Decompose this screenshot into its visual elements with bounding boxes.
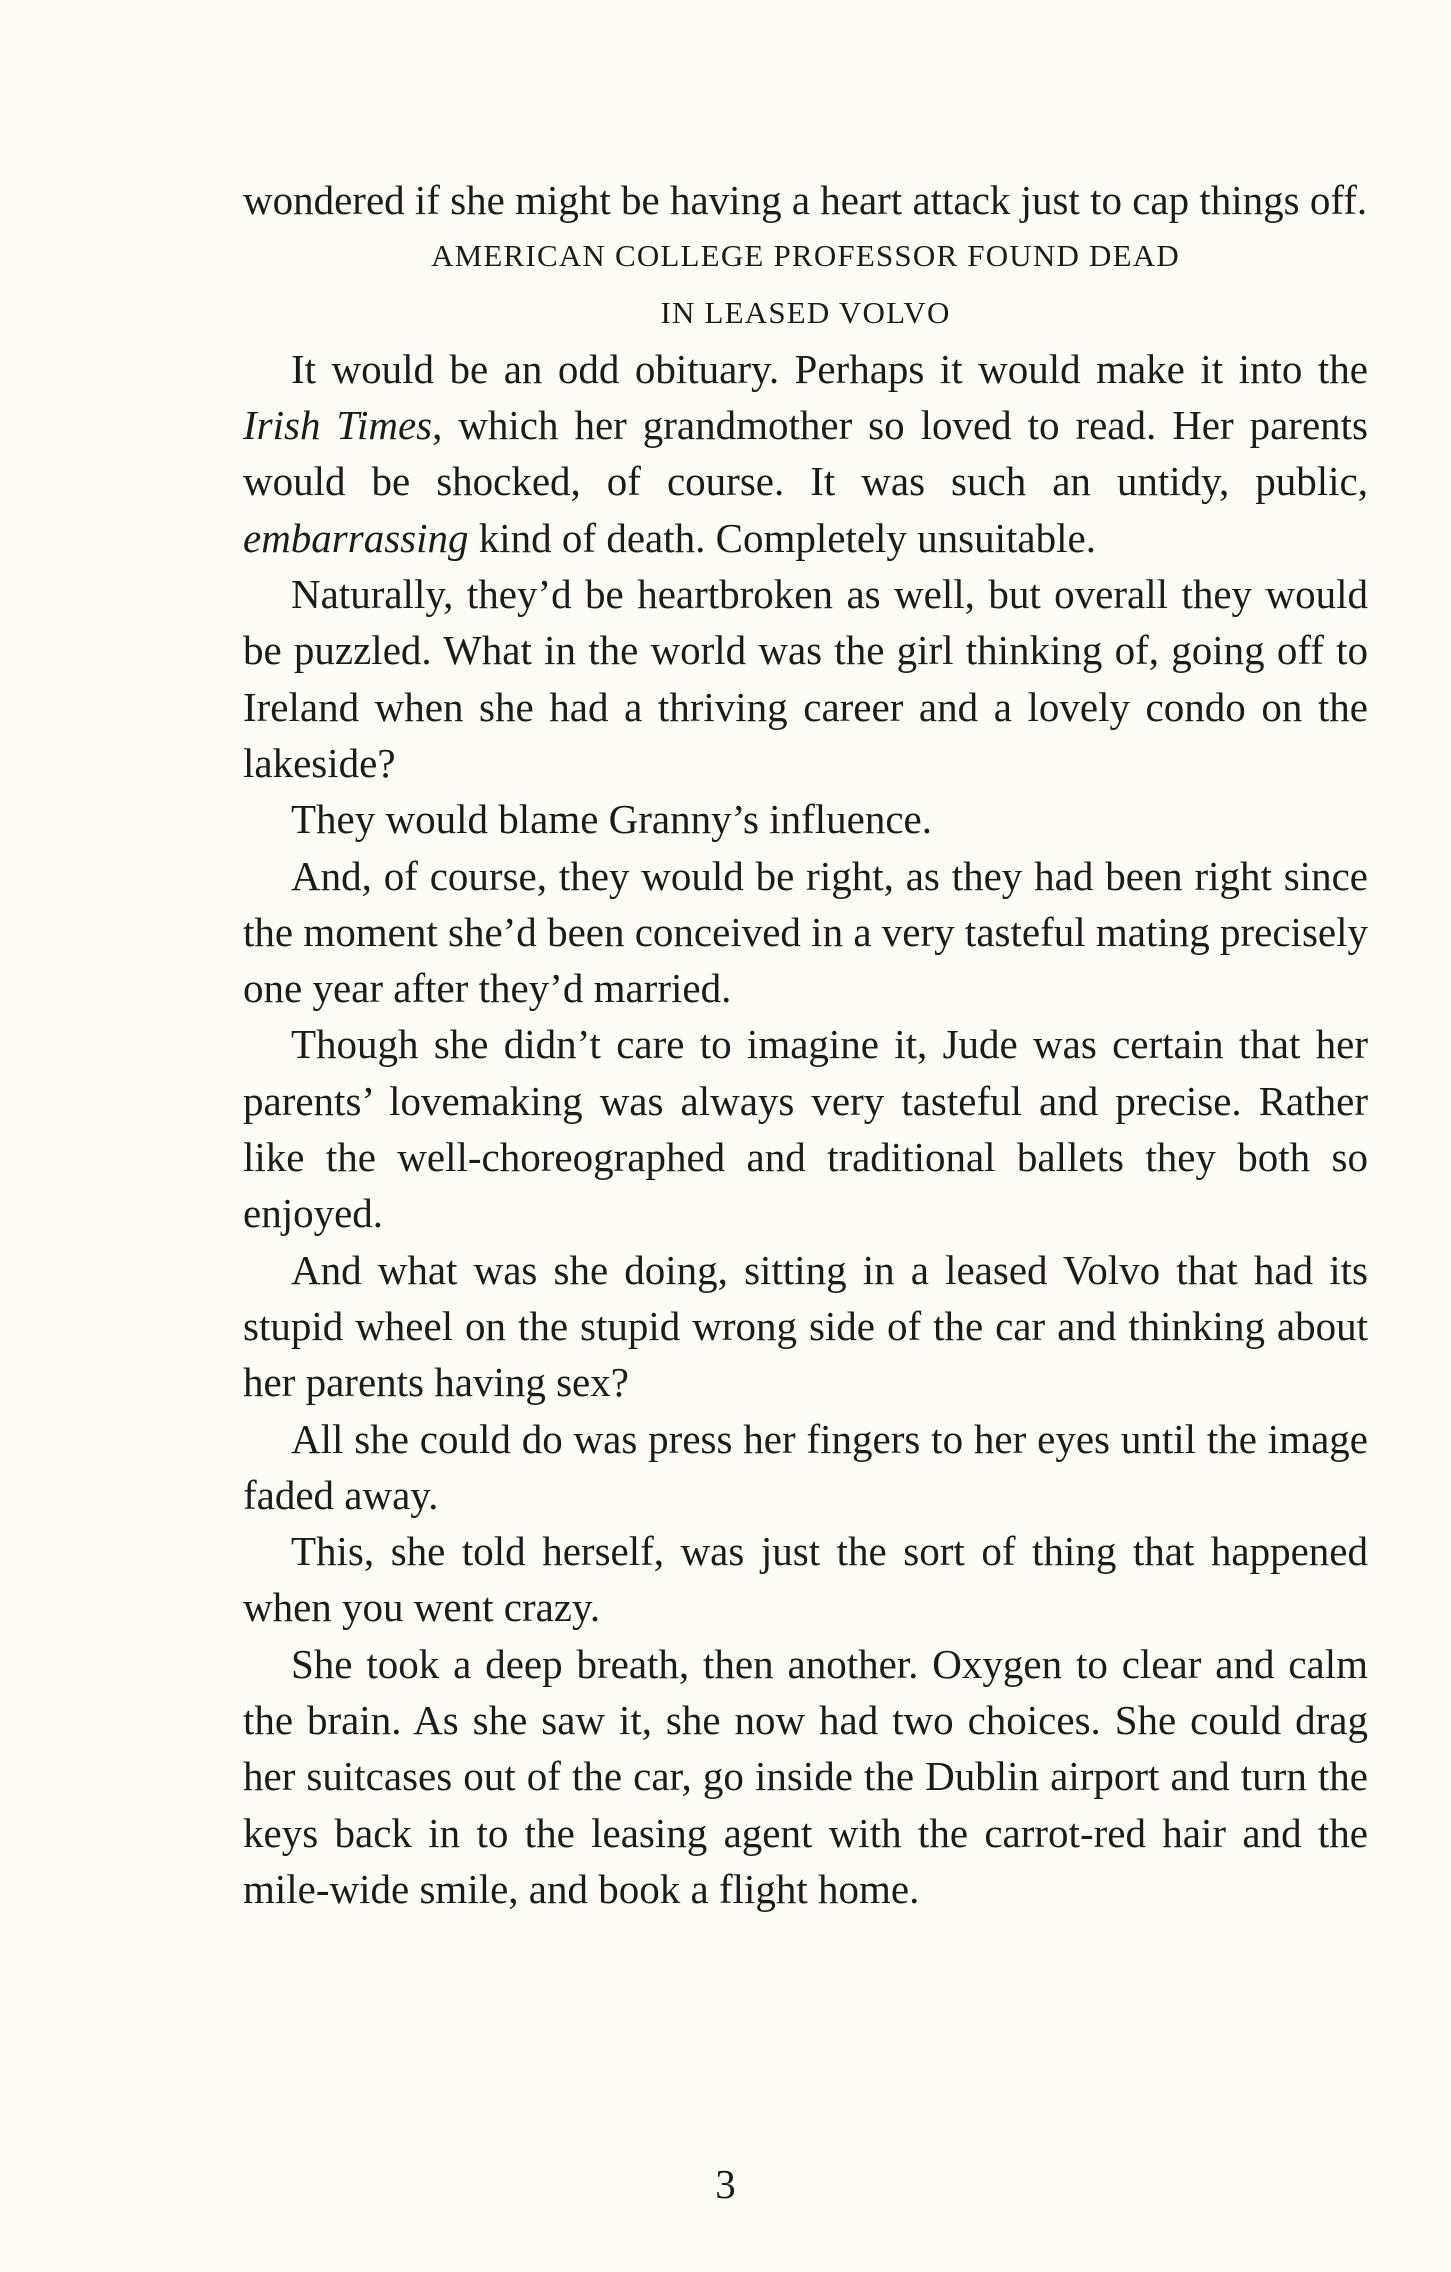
continued-paragraph: wondered if she might be having a heart attack just to cap things off. <box>243 177 1368 223</box>
text-run: It would be an odd obituary. Perhaps it would make it into the <box>291 345 1368 392</box>
italic-title: Irish Times <box>243 402 433 449</box>
text-run: , which her grandmother so loved to read. Her parents would be shocked, of course. It was such an untidy, public, <box>243 402 1369 505</box>
body-paragraph: This, she told herself, was just the sort of thing that happened when you went crazy. <box>243 1528 1368 1631</box>
body-paragraph: Though she didn’t care to imagine it, Jude was certain that her parents’ lovemaking was always very tasteful and precise. Rather like the well-choreographed and traditional ballets they both so enjoyed. <box>243 1021 1368 1237</box>
headline-line-2: IN LEASED VOLVO <box>660 294 951 330</box>
body-paragraph: And, of course, they would be right, as they had been right since the moment she’d been conceived in a very tasteful mating precisely one year after they’d married. <box>243 852 1368 1012</box>
body-paragraph: And what was she doing, sitting in a leased Volvo that had its stupid wheel on the stupid wrong side of the car and thinking about her parents having sex? <box>243 1246 1368 1406</box>
body-paragraph: Naturally, they’d be heartbroken as well, but overall they would be puzzled. What in the world was the girl thinking of, going off to Ireland when she had a thriving career and a lovely condo on the lakeside? <box>243 571 1368 786</box>
text-run: kind of death. Completely unsuitable. <box>468 514 1096 561</box>
italic-emphasis: embarrassing <box>243 514 469 561</box>
page-number: 3 <box>715 2161 736 2207</box>
body-paragraph: They would blame Granny’s influence. <box>291 796 933 843</box>
obituary-paragraph <box>243 341 1368 566</box>
book-page-body <box>243 172 1368 1917</box>
body-paragraph: She took a deep breath, then another. Oxygen to clear and calm the brain. As she saw it, she now had two choices. She could drag her suitcases out of the car, go inside the Dublin airport and turn the keys back in to the leasing agent with the carrot-red hair and the mile-wide smile, and book a flight home. <box>243 1640 1368 1912</box>
body-paragraph: All she could do was press her fingers to her eyes until the image faded away. <box>243 1415 1368 1518</box>
newspaper-headline <box>243 228 1368 341</box>
headline-line-1: AMERICAN COLLEGE PROFESSOR FOUND DEAD <box>431 238 1180 274</box>
